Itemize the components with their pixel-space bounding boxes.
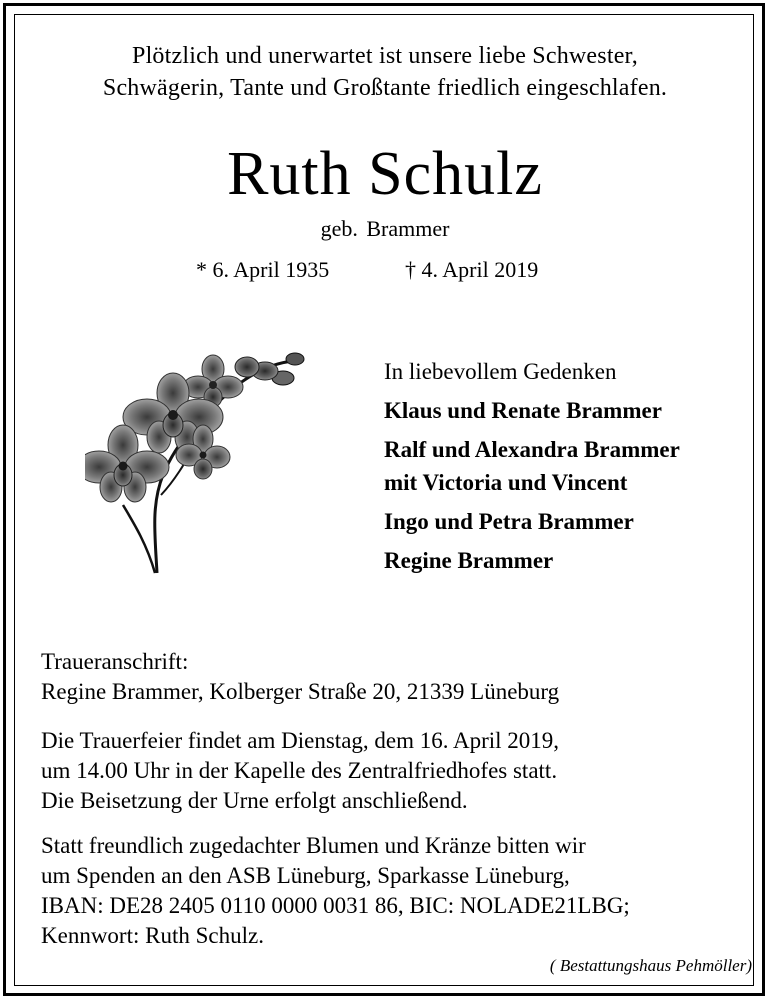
ceremony-info [41,726,559,816]
orchid-flower-icon [85,345,315,577]
mourning-address [41,647,559,707]
mourner-name: Regine Brammer [384,548,554,573]
donation-line: Statt freundlich zugedachter Blumen und Kränze bitten wir [41,833,586,858]
deceased-name: Ruth Schulz [227,140,543,208]
address-line: Regine Brammer, Kolberger Straße 20, 21339 Lüneburg [41,679,560,704]
mourners-lead: In liebevollem Gedenken [384,359,617,384]
ceremony-line: um 14.00 Uhr in der Kapelle des Zentralfriedhofes statt. [41,758,558,783]
ceremony-line: Die Trauerfeier findet am Dienstag, dem 16. April 2019, [41,728,560,753]
mourner-name: Ralf und Alexandra Brammer [384,437,680,462]
birth-date: * 6. April 1935 [196,257,330,282]
ceremony-line: Die Beisetzung der Urne erfolgt anschließend. [41,788,468,813]
mourner-name: Klaus und Renate Brammer [384,398,662,423]
mourners-list [384,355,680,577]
donation-line: IBAN: DE28 2405 0110 0000 0031 86, BIC: NOLADE21LBG; [41,893,630,918]
donation-line: um Spenden an den ASB Lüneburg, Sparkasse Lüneburg, [41,863,570,888]
mourner-name: mit Victoria und Vincent [384,470,628,495]
funeral-home-credit: ( Bestattungshaus Pehmöller) [549,956,752,975]
donation-line: Kennwort: Ruth Schulz. [41,923,264,948]
intro-line-2: Schwägerin, Tante und Großtante friedlich eingeschlafen. [102,75,668,101]
donation-info [41,831,630,951]
death-date: † 4. April 2019 [405,257,539,282]
address-label: Traueranschrift: [41,649,189,674]
birth-name: geb. Brammer [320,216,450,241]
intro-line-1: Plötzlich und unerwartet ist unsere liebe Schwester, [132,43,638,69]
intro-text [0,40,770,104]
mourner-name: Ingo und Petra Brammer [384,509,634,534]
